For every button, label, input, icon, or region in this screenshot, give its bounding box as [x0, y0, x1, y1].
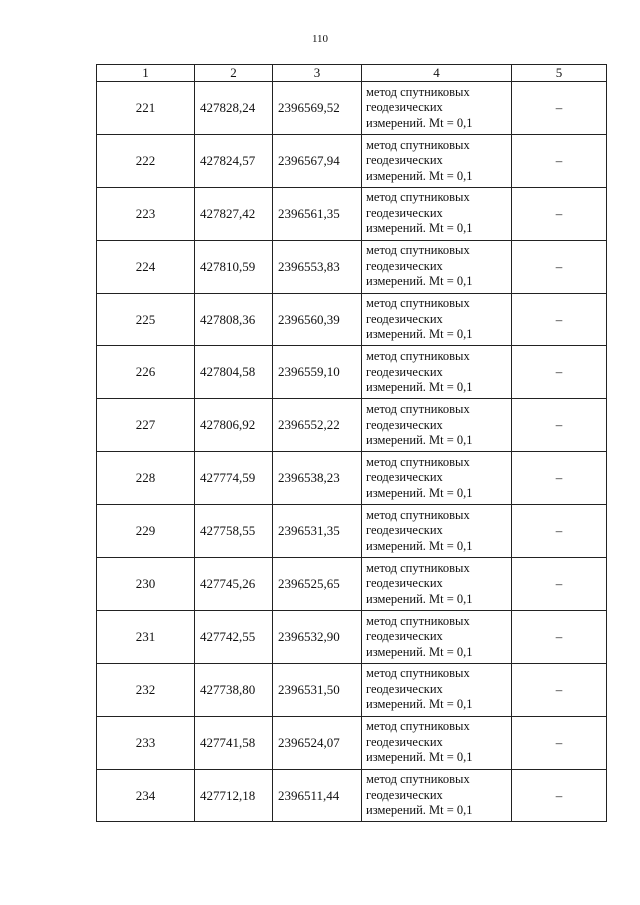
table-row — [97, 346, 607, 399]
method-line: геодезических — [366, 576, 443, 591]
y-coordinate-cell: 2396524,07 — [273, 716, 362, 769]
point-number-cell: 222 — [97, 134, 195, 187]
method-line: геодезических — [366, 523, 443, 538]
column-header: 1 — [97, 65, 195, 82]
method-line: измерений. Mt = 0,1 — [366, 433, 473, 448]
method-line: измерений. Mt = 0,1 — [366, 274, 473, 289]
y-coordinate-cell: 2396525,65 — [273, 558, 362, 611]
note-cell: – — [512, 240, 607, 293]
x-coordinate-cell: 427828,24 — [195, 82, 273, 135]
table-row — [97, 610, 607, 663]
method-line: метод спутниковых — [366, 719, 470, 734]
note-cell: – — [512, 346, 607, 399]
table-row — [97, 769, 607, 822]
method-line: геодезических — [366, 258, 443, 273]
method-cell — [362, 663, 512, 716]
method-line: геодезических — [366, 734, 443, 749]
method-line: измерений. Mt = 0,1 — [366, 644, 473, 659]
column-header: 2 — [195, 65, 273, 82]
y-coordinate-cell: 2396560,39 — [273, 293, 362, 346]
table-row — [97, 452, 607, 505]
x-coordinate-cell: 427824,57 — [195, 134, 273, 187]
method-line: метод спутниковых — [366, 454, 470, 469]
x-coordinate-cell: 427745,26 — [195, 558, 273, 611]
method-cell — [362, 452, 512, 505]
method-line: геодезических — [366, 470, 443, 485]
point-number-cell: 228 — [97, 452, 195, 505]
method-line: геодезических — [366, 629, 443, 644]
method-cell — [362, 346, 512, 399]
note-cell: – — [512, 82, 607, 135]
point-number-cell: 234 — [97, 769, 195, 822]
method-line: измерений. Mt = 0,1 — [366, 538, 473, 553]
table-row — [97, 293, 607, 346]
method-line: геодезических — [366, 205, 443, 220]
method-line: измерений. Mt = 0,1 — [366, 697, 473, 712]
x-coordinate-cell: 427712,18 — [195, 769, 273, 822]
table-row — [97, 663, 607, 716]
method-line: геодезических — [366, 787, 443, 802]
method-line: метод спутниковых — [366, 402, 470, 417]
method-cell — [362, 769, 512, 822]
point-number-cell: 221 — [97, 82, 195, 135]
method-line: измерений. Mt = 0,1 — [366, 380, 473, 395]
method-cell — [362, 610, 512, 663]
method-cell — [362, 187, 512, 240]
point-number-cell: 231 — [97, 610, 195, 663]
method-line: геодезических — [366, 311, 443, 326]
method-line: измерений. Mt = 0,1 — [366, 168, 473, 183]
note-cell: – — [512, 558, 607, 611]
note-cell: – — [512, 293, 607, 346]
table-row — [97, 240, 607, 293]
column-header: 4 — [362, 65, 512, 82]
y-coordinate-cell: 2396567,94 — [273, 134, 362, 187]
point-number-cell: 233 — [97, 716, 195, 769]
note-cell: – — [512, 399, 607, 452]
note-cell: – — [512, 187, 607, 240]
y-coordinate-cell: 2396561,35 — [273, 187, 362, 240]
point-number-cell: 227 — [97, 399, 195, 452]
method-cell — [362, 240, 512, 293]
method-cell — [362, 399, 512, 452]
point-number-cell: 232 — [97, 663, 195, 716]
method-cell — [362, 558, 512, 611]
method-line: метод спутниковых — [366, 190, 470, 205]
x-coordinate-cell: 427738,80 — [195, 663, 273, 716]
method-line: геодезических — [366, 100, 443, 115]
x-coordinate-cell: 427742,55 — [195, 610, 273, 663]
point-number-cell: 224 — [97, 240, 195, 293]
y-coordinate-cell: 2396553,83 — [273, 240, 362, 293]
method-cell — [362, 716, 512, 769]
y-coordinate-cell: 2396532,90 — [273, 610, 362, 663]
point-number-cell: 226 — [97, 346, 195, 399]
table-row — [97, 558, 607, 611]
method-cell — [362, 505, 512, 558]
y-coordinate-cell: 2396569,52 — [273, 82, 362, 135]
y-coordinate-cell: 2396531,35 — [273, 505, 362, 558]
method-line: метод спутниковых — [366, 560, 470, 575]
note-cell: – — [512, 452, 607, 505]
note-cell: – — [512, 505, 607, 558]
y-coordinate-cell: 2396538,23 — [273, 452, 362, 505]
note-cell: – — [512, 134, 607, 187]
page-number: 110 — [311, 33, 329, 45]
point-number-cell: 230 — [97, 558, 195, 611]
method-line: метод спутниковых — [366, 296, 470, 311]
table-row — [97, 505, 607, 558]
point-number-cell: 229 — [97, 505, 195, 558]
method-cell — [362, 134, 512, 187]
x-coordinate-cell: 427810,59 — [195, 240, 273, 293]
method-cell — [362, 293, 512, 346]
method-line: геодезических — [366, 364, 443, 379]
point-number-cell: 223 — [97, 187, 195, 240]
method-line: измерений. Mt = 0,1 — [366, 115, 473, 130]
method-line: метод спутниковых — [366, 84, 470, 99]
method-line: метод спутниковых — [366, 137, 470, 152]
table-row — [97, 134, 607, 187]
table-row — [97, 82, 607, 135]
method-line: измерений. Mt = 0,1 — [366, 803, 473, 818]
table-row — [97, 716, 607, 769]
x-coordinate-cell: 427774,59 — [195, 452, 273, 505]
method-line: измерений. Mt = 0,1 — [366, 750, 473, 765]
method-line: геодезических — [366, 681, 443, 696]
y-coordinate-cell: 2396531,50 — [273, 663, 362, 716]
method-cell — [362, 82, 512, 135]
method-line: метод спутниковых — [366, 772, 470, 787]
method-line: измерений. Mt = 0,1 — [366, 327, 473, 342]
method-line: измерений. Mt = 0,1 — [366, 221, 473, 236]
method-line: метод спутниковых — [366, 507, 470, 522]
method-line: метод спутниковых — [366, 243, 470, 258]
method-line: геодезических — [366, 153, 443, 168]
x-coordinate-cell: 427808,36 — [195, 293, 273, 346]
x-coordinate-cell: 427827,42 — [195, 187, 273, 240]
method-line: метод спутниковых — [366, 349, 470, 364]
method-line: измерений. Mt = 0,1 — [366, 591, 473, 606]
point-number-cell: 225 — [97, 293, 195, 346]
x-coordinate-cell: 427806,92 — [195, 399, 273, 452]
table-row — [97, 187, 607, 240]
column-header: 3 — [273, 65, 362, 82]
y-coordinate-cell: 2396511,44 — [273, 769, 362, 822]
x-coordinate-cell: 427758,55 — [195, 505, 273, 558]
note-cell: – — [512, 610, 607, 663]
method-line: метод спутниковых — [366, 613, 470, 628]
column-header: 5 — [512, 65, 607, 82]
note-cell: – — [512, 769, 607, 822]
x-coordinate-cell: 427804,58 — [195, 346, 273, 399]
method-line: измерений. Mt = 0,1 — [366, 485, 473, 500]
coordinates-table — [96, 64, 607, 822]
table-header-row — [97, 65, 607, 82]
method-line: метод спутниковых — [366, 666, 470, 681]
y-coordinate-cell: 2396552,22 — [273, 399, 362, 452]
note-cell: – — [512, 663, 607, 716]
y-coordinate-cell: 2396559,10 — [273, 346, 362, 399]
x-coordinate-cell: 427741,58 — [195, 716, 273, 769]
table-row — [97, 399, 607, 452]
note-cell: – — [512, 716, 607, 769]
method-line: геодезических — [366, 417, 443, 432]
